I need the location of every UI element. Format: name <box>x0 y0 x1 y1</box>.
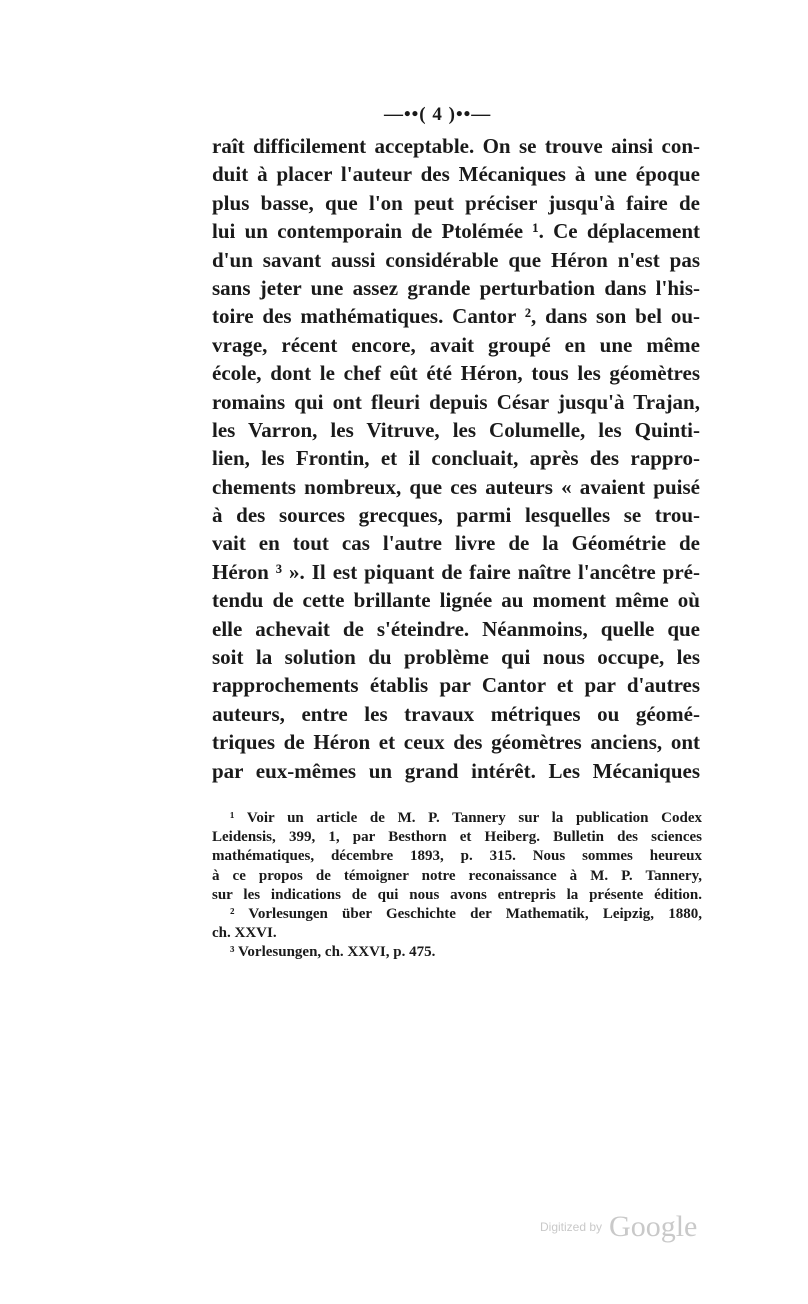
body-line: rapprochements établis par Cantor et par d'autres <box>212 673 700 698</box>
body-line: chements nombreux, que ces auteurs « avaient puisé <box>212 474 700 499</box>
body-line: lui un contemporain de Ptolémée ¹. Ce déplacement <box>212 219 700 244</box>
body-line: elle achevait de s'éteindre. Néanmoins, quelle que <box>212 616 700 641</box>
body-line: école, dont le chef eût été Héron, tous les géomètres <box>212 361 700 386</box>
body-line: romains qui ont fleuri depuis César jusqu'à Trajan, <box>212 389 700 414</box>
body-text <box>212 132 700 785</box>
body-line: par eux-mêmes un grand intérêt. Les Mécaniques <box>212 758 700 783</box>
body-line: les Varron, les Vitruve, les Columelle, les Quinti- <box>212 417 700 442</box>
footnote-line: ¹ Voir un article de M. P. Tannery sur la publication Codex <box>230 810 702 826</box>
body-line: vrage, récent encore, avait groupé en une même <box>212 332 700 357</box>
body-line: sans jeter une assez grande perturbation dans l'his- <box>212 275 700 300</box>
footnote-line: ch. XXVI. <box>212 925 277 942</box>
body-line: d'un savant aussi considérable que Héron n'est pas <box>212 247 700 272</box>
body-line: tendu de cette brillante lignée au moment même où <box>212 588 700 613</box>
body-line: raît difficilement acceptable. On se trouve ainsi con- <box>212 134 700 158</box>
footnotes <box>212 809 702 963</box>
footnote-line: sur les indications de qui nous avons entrepris la présente édition. <box>212 886 702 903</box>
body-line: lien, les Frontin, et il concluait, après des rappro- <box>212 446 700 471</box>
footnote-line: mathématiques, décembre 1893, p. 315. Nous sommes heureux <box>212 848 702 865</box>
body-line: triques de Héron et ceux des géomètres anciens, ont <box>212 730 700 755</box>
footnote-line: ² Vorlesungen über Geschichte der Mathematik, Leipzig, 1880, <box>230 905 702 922</box>
body-line: plus basse, que l'on peut préciser jusqu'à faire de <box>212 190 700 215</box>
body-line: Héron ³ ». Il est piquant de faire naître l'ancêtre pré- <box>212 559 700 584</box>
body-line: à des sources grecques, parmi lesquelles se trou- <box>212 503 700 528</box>
footnote-line: ³ Vorlesungen, ch. XXVI, p. 475. <box>230 944 436 961</box>
google-logo: Google <box>609 1210 698 1243</box>
body-line: auteurs, entre les travaux métriques ou géomé- <box>212 701 700 726</box>
body-line: vait en tout cas l'autre livre de la Géométrie de <box>212 531 700 556</box>
body-line: toire des mathématiques. Cantor ², dans son bel ou- <box>212 304 700 329</box>
footnote-line: à ce propos de témoigner notre reconaissance à M. P. Tannery, <box>212 867 702 884</box>
digitized-by-google-watermark <box>540 1210 710 1250</box>
watermark-prefix: Digitized by <box>540 1220 603 1234</box>
body-line: soit la solution du problème qui nous occupe, les <box>212 645 700 670</box>
page-number-header: —••( 4 )••— <box>384 104 492 125</box>
footnote-line: Leidensis, 399, 1, par Besthorn et Heiberg. Bulletin des sciences <box>212 829 702 846</box>
body-line: duit à placer l'auteur des Mécaniques à une époque <box>212 162 700 187</box>
